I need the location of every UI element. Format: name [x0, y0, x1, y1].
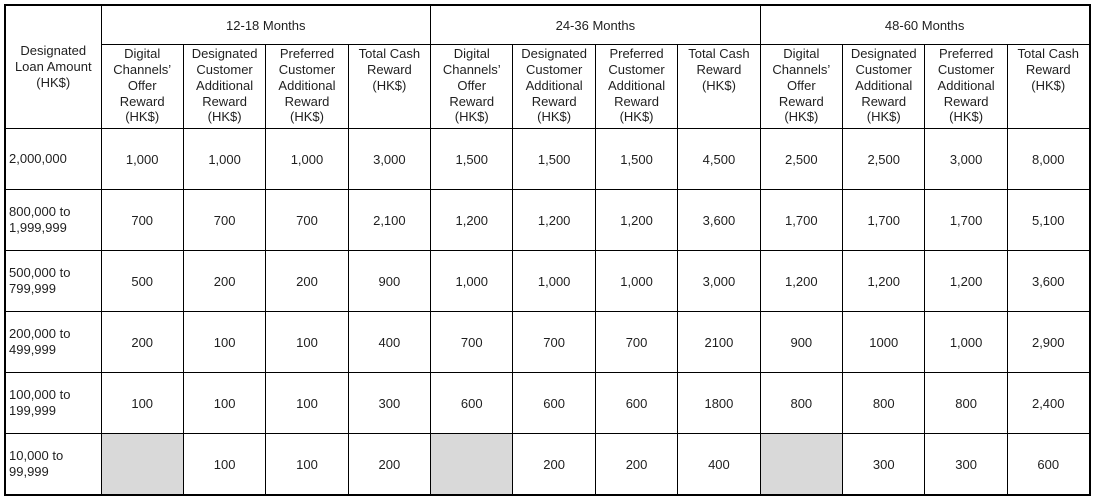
reward-value-cell: 600 [431, 373, 513, 434]
loan-reward-table [4, 4, 1091, 496]
reward-value-cell: 700 [431, 312, 513, 373]
reward-value-cell: 100 [266, 312, 348, 373]
reward-value-cell: 1,700 [843, 190, 925, 251]
reward-value-cell: 1,200 [843, 251, 925, 312]
reward-value-cell: 2,400 [1007, 373, 1089, 434]
reward-value-cell: 3,000 [678, 251, 760, 312]
reward-value-cell: 200 [348, 434, 430, 496]
reward-value-cell: 2,500 [843, 129, 925, 190]
sub-header-designated-customer: Designated Customer Additional Reward (HK$) [183, 45, 265, 129]
reward-value-cell: 700 [183, 190, 265, 251]
reward-value-cell: 1,000 [925, 312, 1007, 373]
reward-value-cell: 4,500 [678, 129, 760, 190]
reward-value-cell: 700 [595, 312, 677, 373]
reward-value-cell: 300 [348, 373, 430, 434]
shaded-empty-cell [101, 434, 183, 496]
reward-value-cell: 800 [925, 373, 1007, 434]
reward-value-cell: 800 [760, 373, 842, 434]
reward-value-cell: 700 [101, 190, 183, 251]
loan-amount-cell: 2,000,000 [5, 129, 101, 190]
shaded-empty-cell [431, 434, 513, 496]
reward-value-cell: 1,000 [101, 129, 183, 190]
table-row [5, 190, 1090, 251]
reward-value-cell: 1,200 [431, 190, 513, 251]
sub-header-designated-customer: Designated Customer Additional Reward (HK$) [513, 45, 595, 129]
sub-header-digital-channels-offer: Digital Channels’ Offer Reward (HK$) [101, 45, 183, 129]
reward-value-cell: 200 [513, 434, 595, 496]
loan-amount-cell: 10,000 to 99,999 [5, 434, 101, 496]
reward-value-cell: 600 [595, 373, 677, 434]
sub-header-preferred-customer: Preferred Customer Additional Reward (HK$) [925, 45, 1007, 129]
reward-value-cell: 2,900 [1007, 312, 1089, 373]
reward-value-cell: 3,000 [348, 129, 430, 190]
reward-value-cell: 2,500 [760, 129, 842, 190]
reward-value-cell: 900 [760, 312, 842, 373]
sub-header-preferred-customer: Preferred Customer Additional Reward (HK$) [266, 45, 348, 129]
reward-value-cell: 400 [348, 312, 430, 373]
reward-value-cell: 1,700 [760, 190, 842, 251]
reward-value-cell: 3,600 [678, 190, 760, 251]
group-header-48-60-months: 48-60 Months [760, 5, 1090, 45]
table-row [5, 373, 1090, 434]
reward-value-cell: 2100 [678, 312, 760, 373]
reward-value-cell: 1,000 [266, 129, 348, 190]
sub-header-total-cash-reward: Total Cash Reward (HK$) [348, 45, 430, 129]
reward-value-cell: 3,600 [1007, 251, 1089, 312]
reward-value-cell: 1,500 [431, 129, 513, 190]
reward-value-cell: 900 [348, 251, 430, 312]
reward-value-cell: 100 [183, 373, 265, 434]
table-body [5, 129, 1090, 496]
sub-header-digital-channels-offer: Digital Channels’ Offer Reward (HK$) [760, 45, 842, 129]
reward-value-cell: 600 [513, 373, 595, 434]
reward-value-cell: 5,100 [1007, 190, 1089, 251]
table-row [5, 434, 1090, 496]
reward-value-cell: 600 [1007, 434, 1089, 496]
reward-value-cell: 1000 [843, 312, 925, 373]
shaded-empty-cell [760, 434, 842, 496]
reward-value-cell: 200 [595, 434, 677, 496]
reward-value-cell: 100 [183, 434, 265, 496]
reward-value-cell: 500 [101, 251, 183, 312]
loan-amount-cell: 200,000 to 499,999 [5, 312, 101, 373]
reward-value-cell: 2,100 [348, 190, 430, 251]
reward-value-cell: 300 [925, 434, 1007, 496]
reward-value-cell: 200 [183, 251, 265, 312]
reward-value-cell: 700 [266, 190, 348, 251]
sub-header-preferred-customer: Preferred Customer Additional Reward (HK$) [595, 45, 677, 129]
reward-value-cell: 700 [513, 312, 595, 373]
reward-value-cell: 100 [266, 434, 348, 496]
reward-value-cell: 300 [843, 434, 925, 496]
sub-header-row [5, 45, 1090, 129]
reward-value-cell: 8,000 [1007, 129, 1089, 190]
reward-value-cell: 1,700 [925, 190, 1007, 251]
reward-value-cell: 3,000 [925, 129, 1007, 190]
reward-value-cell: 1,200 [595, 190, 677, 251]
reward-value-cell: 1,000 [513, 251, 595, 312]
table-row [5, 312, 1090, 373]
reward-value-cell: 1,000 [595, 251, 677, 312]
table-row [5, 251, 1090, 312]
loan-amount-cell: 500,000 to 799,999 [5, 251, 101, 312]
reward-value-cell: 1,200 [513, 190, 595, 251]
sub-header-designated-customer: Designated Customer Additional Reward (HK$) [843, 45, 925, 129]
group-header-24-36-months: 24-36 Months [431, 5, 761, 45]
reward-value-cell: 200 [101, 312, 183, 373]
reward-value-cell: 1,000 [431, 251, 513, 312]
loan-amount-cell: 800,000 to 1,999,999 [5, 190, 101, 251]
sub-header-digital-channels-offer: Digital Channels’ Offer Reward (HK$) [431, 45, 513, 129]
loan-amount-cell: 100,000 to 199,999 [5, 373, 101, 434]
reward-value-cell: 1,500 [595, 129, 677, 190]
reward-value-cell: 100 [183, 312, 265, 373]
reward-value-cell: 1,500 [513, 129, 595, 190]
reward-value-cell: 100 [266, 373, 348, 434]
sub-header-total-cash-reward: Total Cash Reward (HK$) [1007, 45, 1089, 129]
sub-header-total-cash-reward: Total Cash Reward (HK$) [678, 45, 760, 129]
loan-amount-column-header: Designated Loan Amount (HK$) [5, 5, 101, 129]
reward-value-cell: 100 [101, 373, 183, 434]
group-header-12-18-months: 12-18 Months [101, 5, 431, 45]
reward-value-cell: 1,200 [925, 251, 1007, 312]
reward-value-cell: 1800 [678, 373, 760, 434]
reward-value-cell: 800 [843, 373, 925, 434]
reward-value-cell: 1,000 [183, 129, 265, 190]
group-header-row [5, 5, 1090, 45]
reward-value-cell: 400 [678, 434, 760, 496]
reward-value-cell: 200 [266, 251, 348, 312]
reward-value-cell: 1,200 [760, 251, 842, 312]
table-row [5, 129, 1090, 190]
